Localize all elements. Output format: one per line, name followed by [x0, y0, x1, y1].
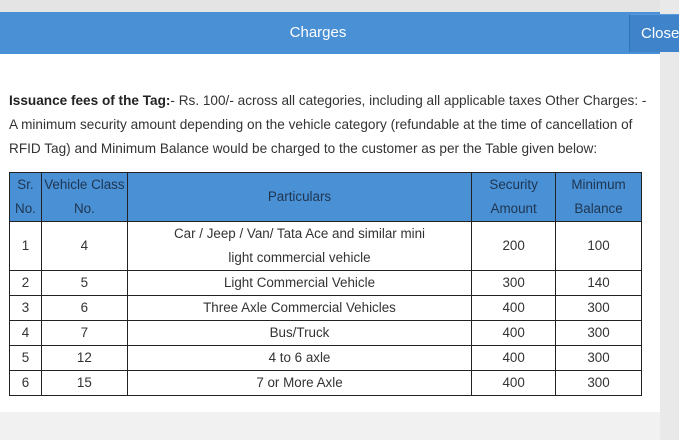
cell-security-amount: 400 [472, 346, 556, 371]
cell-minimum-balance: 100 [556, 222, 642, 271]
header-sr-no: Sr. No. [10, 173, 42, 222]
table-header-row [10, 173, 642, 222]
table-row [10, 271, 642, 296]
cell-sr-no: 4 [10, 321, 42, 346]
issuance-fees-text: - Rs. 100/- across all categories, including all applicable taxes Other Charges: - A minimum security amount depending on the vehicle category (refundable at the time of cancellation of RFID Tag) and Minimum Balance would be charged to the customer as per the Table given below: [9, 93, 647, 156]
cell-minimum-balance: 300 [556, 296, 642, 321]
cell-particulars: 7 or More Axle [127, 371, 471, 396]
modal-header [0, 12, 679, 54]
top-strip [0, 0, 660, 12]
cell-vehicle-class: 5 [41, 271, 127, 296]
issuance-fees-paragraph [9, 89, 657, 161]
header-vehicle-class-no: Vehicle Class No. [41, 173, 127, 222]
cell-security-amount: 200 [472, 222, 556, 271]
cell-sr-no: 3 [10, 296, 42, 321]
cell-sr-no: 1 [10, 222, 42, 271]
modal-body [0, 54, 660, 412]
header-security-amount: Security Amount [472, 173, 556, 222]
header-particulars: Particulars [127, 173, 471, 222]
table-row [10, 296, 642, 321]
cell-vehicle-class: 15 [41, 371, 127, 396]
cell-minimum-balance: 140 [556, 271, 642, 296]
cell-particulars: Three Axle Commercial Vehicles [127, 296, 471, 321]
table-row [10, 346, 642, 371]
cell-security-amount: 300 [472, 271, 556, 296]
modal-title: Charges [289, 24, 347, 41]
issuance-fees-label: Issuance fees of the Tag: [9, 93, 171, 108]
cell-sr-no: 2 [10, 271, 42, 296]
charges-table [9, 172, 642, 396]
cell-vehicle-class: 4 [41, 222, 127, 271]
table-row [10, 222, 642, 271]
bottom-strip [0, 412, 660, 440]
cell-security-amount: 400 [472, 296, 556, 321]
cell-particulars: Car / Jeep / Van/ Tata Ace and similar mini light commercial vehicle [127, 222, 471, 271]
table-row [10, 371, 642, 396]
cell-vehicle-class: 6 [41, 296, 127, 321]
cell-minimum-balance: 300 [556, 371, 642, 396]
cell-sr-no: 5 [10, 346, 42, 371]
close-button[interactable]: Close [629, 14, 679, 52]
table-row [10, 321, 642, 346]
header-minimum-balance: Minimum Balance [556, 173, 642, 222]
cell-particulars: Bus/Truck [127, 321, 471, 346]
cell-security-amount: 400 [472, 371, 556, 396]
cell-particulars: 4 to 6 axle [127, 346, 471, 371]
cell-security-amount: 400 [472, 321, 556, 346]
cell-vehicle-class: 7 [41, 321, 127, 346]
cell-minimum-balance: 300 [556, 321, 642, 346]
cell-vehicle-class: 12 [41, 346, 127, 371]
cell-sr-no: 6 [10, 371, 42, 396]
cell-particulars: Light Commercial Vehicle [127, 271, 471, 296]
cell-minimum-balance: 300 [556, 346, 642, 371]
